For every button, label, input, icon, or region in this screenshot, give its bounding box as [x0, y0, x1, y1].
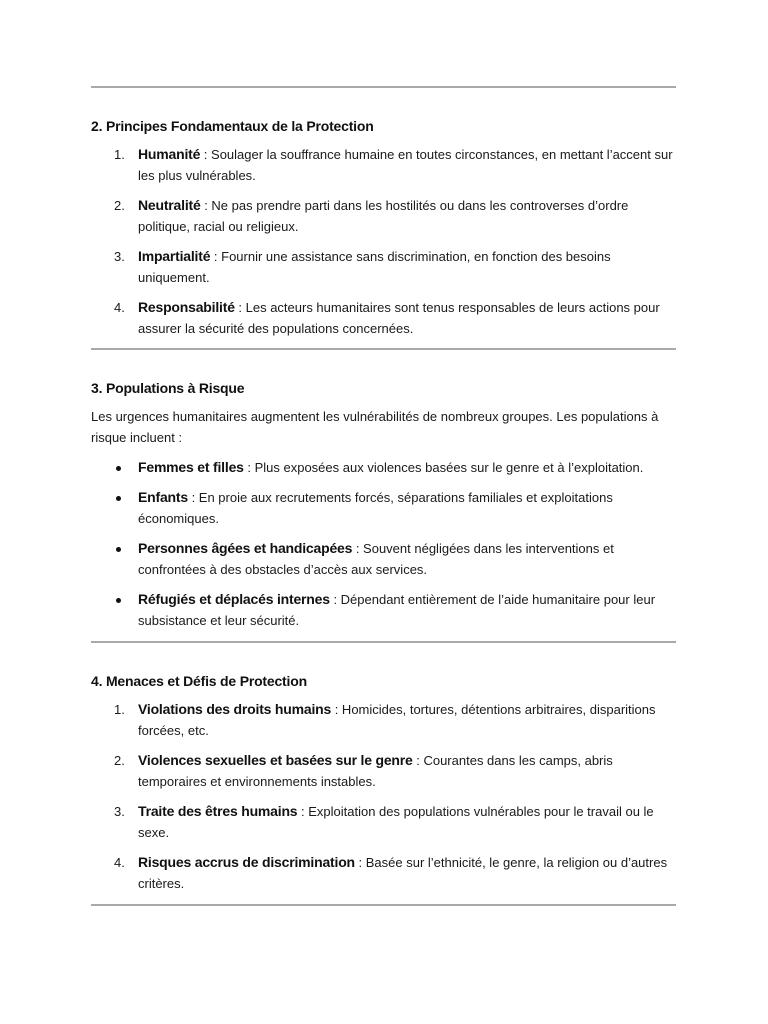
item-text: : Plus exposées aux violences basées sur le genre et à l’exploitation. — [243, 460, 644, 475]
list-item — [91, 457, 681, 478]
list-item — [91, 852, 681, 894]
item-text: : Exploitation des populations vulnérables pour le travail ou le sexe. — [138, 804, 654, 840]
item-text: : Basée sur l’ethnicité, le genre, la religion ou d’autres critères. — [138, 855, 668, 891]
section-heading: 2. Principes Fondamentaux de la Protection — [91, 118, 374, 134]
list-number: 3. — [114, 249, 125, 264]
bullet-icon — [116, 466, 121, 471]
divider — [91, 904, 676, 906]
divider — [91, 641, 676, 643]
item-term: Impartialité — [138, 248, 211, 264]
item-text: : En proie aux recrutements forcés, séparations familiales et exploitations économiques. — [138, 490, 613, 526]
bullet-icon — [116, 547, 121, 552]
item-term: Traite des êtres humains — [138, 803, 298, 819]
item-term: Neutralité — [138, 197, 201, 213]
section-populations — [91, 379, 681, 631]
item-term: Humanité — [138, 146, 201, 162]
item-text: : Ne pas prendre parti dans les hostilités ou dans les controverses d’ordre politique, racial ou religieux. — [138, 198, 629, 234]
numbered-list — [91, 144, 681, 339]
list-item — [91, 699, 681, 741]
section-principes — [91, 117, 681, 339]
item-term: Responsabilité — [138, 299, 235, 315]
list-item — [91, 589, 681, 631]
bullet-icon — [116, 598, 121, 603]
list-item — [91, 246, 681, 288]
item-text: : Souvent négligées dans les interventions et confrontées à des obstacles d’accès aux services. — [138, 541, 614, 577]
list-number: 2. — [114, 198, 125, 213]
list-item — [91, 487, 681, 529]
item-term: Femmes et filles — [138, 459, 244, 475]
item-term: Violences sexuelles et basées sur le genre — [138, 752, 413, 768]
bullet-icon — [116, 496, 121, 501]
item-text: : Dépendant entièrement de l’aide humanitaire pour leur subsistance et leur sécurité. — [138, 592, 656, 628]
divider — [91, 86, 676, 88]
item-term: Enfants — [138, 489, 188, 505]
item-term: Risques accrus de discrimination — [138, 854, 355, 870]
list-number: 4. — [114, 855, 125, 870]
item-text: : Soulager la souffrance humaine en toutes circonstances, en mettant l’accent sur les plus vulnérables. — [138, 147, 673, 183]
list-item — [91, 750, 681, 792]
list-number: 4. — [114, 300, 125, 315]
section-intro: Les urgences humanitaires augmentent les vulnérabilités de nombreux groupes. Les populations à risque incluent : — [91, 409, 659, 445]
list-number: 1. — [114, 147, 125, 162]
item-term: Violations des droits humains — [138, 701, 332, 717]
section-heading: 3. Populations à Risque — [91, 380, 245, 396]
section-heading: 4. Menaces et Défis de Protection — [91, 673, 307, 689]
item-text: : Courantes dans les camps, abris temporaires et environnements instables. — [138, 753, 613, 789]
list-item — [91, 297, 681, 339]
item-term: Personnes âgées et handicapées — [138, 540, 353, 556]
list-item — [91, 801, 681, 843]
section-menaces — [91, 672, 681, 894]
divider — [91, 348, 676, 350]
list-item — [91, 538, 681, 580]
numbered-list — [91, 699, 681, 894]
item-text: : Fournir une assistance sans discrimination, en fonction des besoins uniquement. — [138, 249, 611, 285]
bullet-list — [91, 457, 681, 631]
item-text: : Les acteurs humanitaires sont tenus responsables de leurs actions pour assurer la sécurité des populations concernées. — [138, 300, 660, 336]
list-number: 3. — [114, 804, 125, 819]
list-item — [91, 144, 681, 186]
list-number: 1. — [114, 702, 125, 717]
item-text: : Homicides, tortures, détentions arbitraires, disparitions forcées, etc. — [138, 702, 656, 738]
list-item — [91, 195, 681, 237]
item-term: Réfugiés et déplacés internes — [138, 591, 330, 607]
list-number: 2. — [114, 753, 125, 768]
